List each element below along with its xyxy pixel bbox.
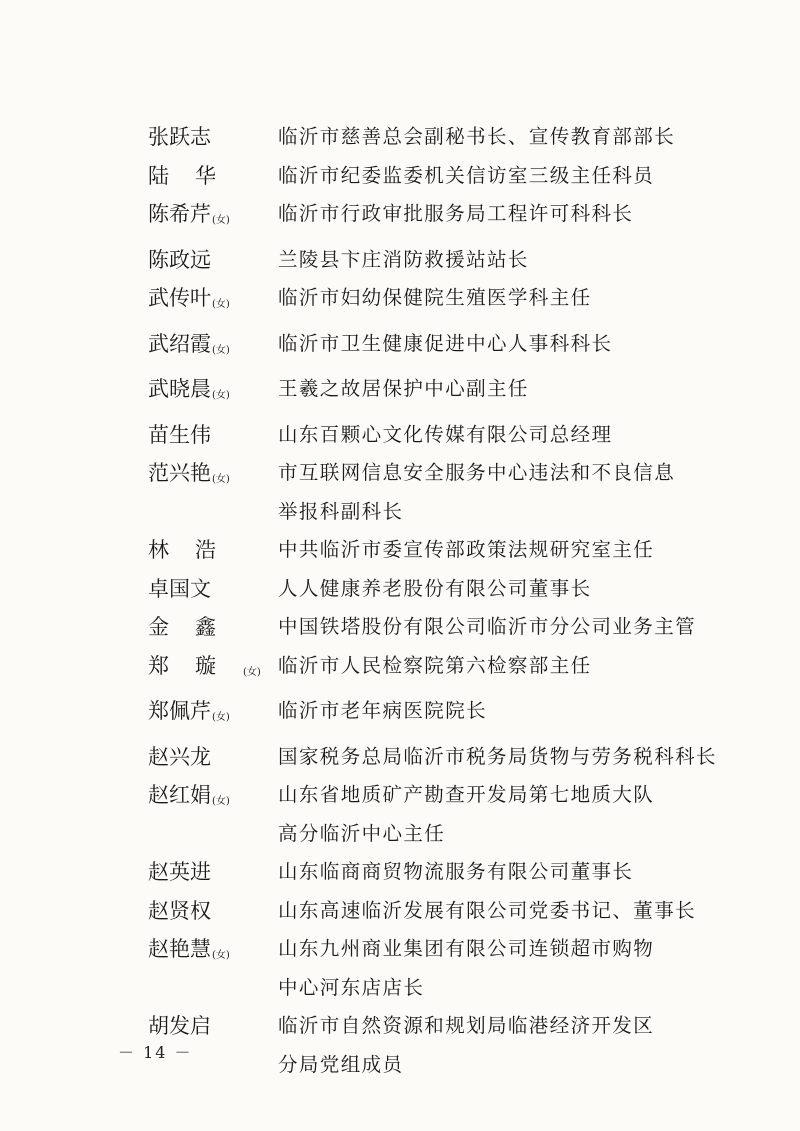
- person-title: [278, 454, 728, 531]
- list-item: [148, 454, 728, 531]
- person-name: 赵艳慧: [148, 937, 211, 961]
- list-item: [148, 416, 728, 455]
- person-title: [278, 416, 728, 455]
- title-line: 兰陵县卞庄消防救援站站长: [278, 247, 529, 271]
- list-item: [148, 570, 728, 609]
- title-line: 市互联网信息安全服务中心违法和不良信息: [278, 461, 676, 484]
- title-line: 中心河东店店长: [278, 975, 425, 999]
- female-marker: (女): [212, 950, 230, 961]
- list-item: [148, 279, 728, 325]
- person-name-cell: [148, 370, 278, 416]
- person-title: [278, 853, 728, 892]
- person-title: [278, 738, 728, 777]
- female-marker: (女): [212, 712, 230, 723]
- person-name-cell: [148, 454, 278, 500]
- person-title: [278, 531, 728, 570]
- person-name: 胡发启: [148, 1014, 211, 1038]
- person-title: [278, 241, 728, 280]
- person-title: [278, 647, 728, 686]
- female-marker: (女): [212, 344, 230, 356]
- title-line: 临沂市老年病医院院长: [278, 699, 488, 722]
- person-name: 陈希芹: [148, 202, 211, 226]
- person-title: [278, 325, 728, 364]
- person-title: [278, 279, 728, 318]
- title-line: 临沂市纪委监委机关信访室三级主任科员: [278, 163, 655, 187]
- list-item: [148, 608, 728, 647]
- list-item: [148, 118, 728, 157]
- person-name-cell: [148, 608, 278, 647]
- title-line: 山东高速临沂发展有限公司党委书记、董事长: [278, 898, 697, 922]
- person-name-cell: [148, 647, 278, 693]
- title-line: 中共临沂市委宣传部政策法规研究室主任: [278, 538, 655, 561]
- female-marker: (女): [212, 215, 230, 226]
- person-name-cell: [148, 738, 278, 777]
- list-item: [148, 531, 728, 570]
- person-name: 郑璇: [148, 653, 242, 678]
- title-line: 山东百颗心文化传媒有限公司总经理: [278, 422, 613, 446]
- person-name-cell: [148, 853, 278, 892]
- person-name: 金鑫: [148, 615, 242, 639]
- list-item: [148, 647, 728, 693]
- female-marker: (女): [212, 474, 230, 485]
- person-name-cell: [148, 776, 278, 822]
- list-item: [148, 241, 728, 280]
- person-name: 林浩: [148, 538, 242, 562]
- person-name-cell: [148, 157, 278, 196]
- person-name-cell: [148, 930, 278, 976]
- title-line: 分局党组成员: [278, 1052, 404, 1076]
- person-name: 赵英进: [148, 860, 211, 884]
- title-line: 高分临沂中心主任: [278, 821, 446, 845]
- person-name: 范兴艳: [148, 461, 211, 485]
- title-line: 人人健康养老股份有限公司董事长: [278, 576, 592, 600]
- list-item: [148, 853, 728, 892]
- person-title: [278, 776, 728, 853]
- person-name: 卓国文: [148, 576, 211, 601]
- person-title: [278, 370, 728, 409]
- person-name-cell: [148, 570, 278, 609]
- person-name: 武晓晨: [148, 377, 211, 401]
- list-item: [148, 157, 728, 196]
- person-name: 赵兴龙: [148, 744, 211, 769]
- person-title: [278, 1007, 728, 1084]
- person-title: [278, 930, 728, 1007]
- person-name-cell: [148, 892, 278, 931]
- title-line: 国家税务总局临沂市税务局货物与劳务税科科长: [278, 744, 717, 768]
- person-name: 武传叶: [148, 286, 211, 310]
- title-line: 临沂市自然资源和规划局临港经济开发区: [278, 1014, 655, 1037]
- person-name: 陆华: [148, 163, 242, 188]
- name-list: [148, 118, 728, 1084]
- person-name: 赵贤权: [148, 898, 211, 923]
- title-line: 山东临商商贸物流服务有限公司董事长: [278, 860, 634, 883]
- person-name: 陈政远: [148, 247, 211, 272]
- person-name: 郑佩芹: [148, 699, 211, 723]
- list-item: [148, 930, 728, 1007]
- person-name-cell: [148, 692, 278, 738]
- title-line: 山东省地质矿产勘查开发局第七地质大队: [278, 783, 655, 806]
- title-line: 山东九州商业集团有限公司连锁超市购物: [278, 937, 655, 960]
- title-line: 临沂市妇幼保健院生殖医学科主任: [278, 286, 592, 309]
- title-line: 临沂市卫生健康促进中心人事科科长: [278, 331, 613, 355]
- title-line: 临沂市慈善总会副秘书长、宣传教育部部长: [278, 125, 676, 148]
- person-title: [278, 892, 728, 931]
- person-title: [278, 157, 728, 196]
- person-title: [278, 608, 728, 647]
- person-title: [278, 692, 728, 731]
- page-number: － 14 －: [118, 1043, 193, 1062]
- list-item: [148, 892, 728, 931]
- person-name-cell: [148, 241, 278, 280]
- person-name: 武绍霞: [148, 331, 211, 356]
- person-name-cell: [148, 279, 278, 325]
- person-name-cell: [148, 195, 278, 241]
- title-line: 临沂市行政审批服务局工程许可科科长: [278, 202, 634, 225]
- person-name-cell: [148, 531, 278, 570]
- list-item: [148, 738, 728, 777]
- person-name: 苗生伟: [148, 422, 211, 447]
- list-item: [148, 325, 728, 371]
- female-marker: (女): [212, 299, 230, 310]
- title-line: 中国铁塔股份有限公司临沂市分公司业务主管: [278, 615, 697, 638]
- person-title: [278, 195, 728, 234]
- list-item: [148, 692, 728, 738]
- title-line: 临沂市人民检察院第六检察部主任: [278, 653, 592, 677]
- list-item: [148, 776, 728, 853]
- list-item: [148, 370, 728, 416]
- person-name-cell: [148, 325, 278, 371]
- list-item: [148, 195, 728, 241]
- person-name-cell: [148, 416, 278, 455]
- person-name: 张跃志: [148, 125, 211, 149]
- title-line: 王羲之故居保护中心副主任: [278, 377, 529, 400]
- title-line: 举报科副科长: [278, 499, 404, 523]
- person-title: [278, 570, 728, 609]
- list-item: [148, 1007, 728, 1084]
- person-name-cell: [148, 118, 278, 157]
- person-name: 赵红娟: [148, 783, 211, 807]
- female-marker: (女): [212, 390, 230, 401]
- female-marker: (女): [212, 796, 230, 807]
- female-marker: (女): [243, 666, 261, 678]
- person-title: [278, 118, 728, 157]
